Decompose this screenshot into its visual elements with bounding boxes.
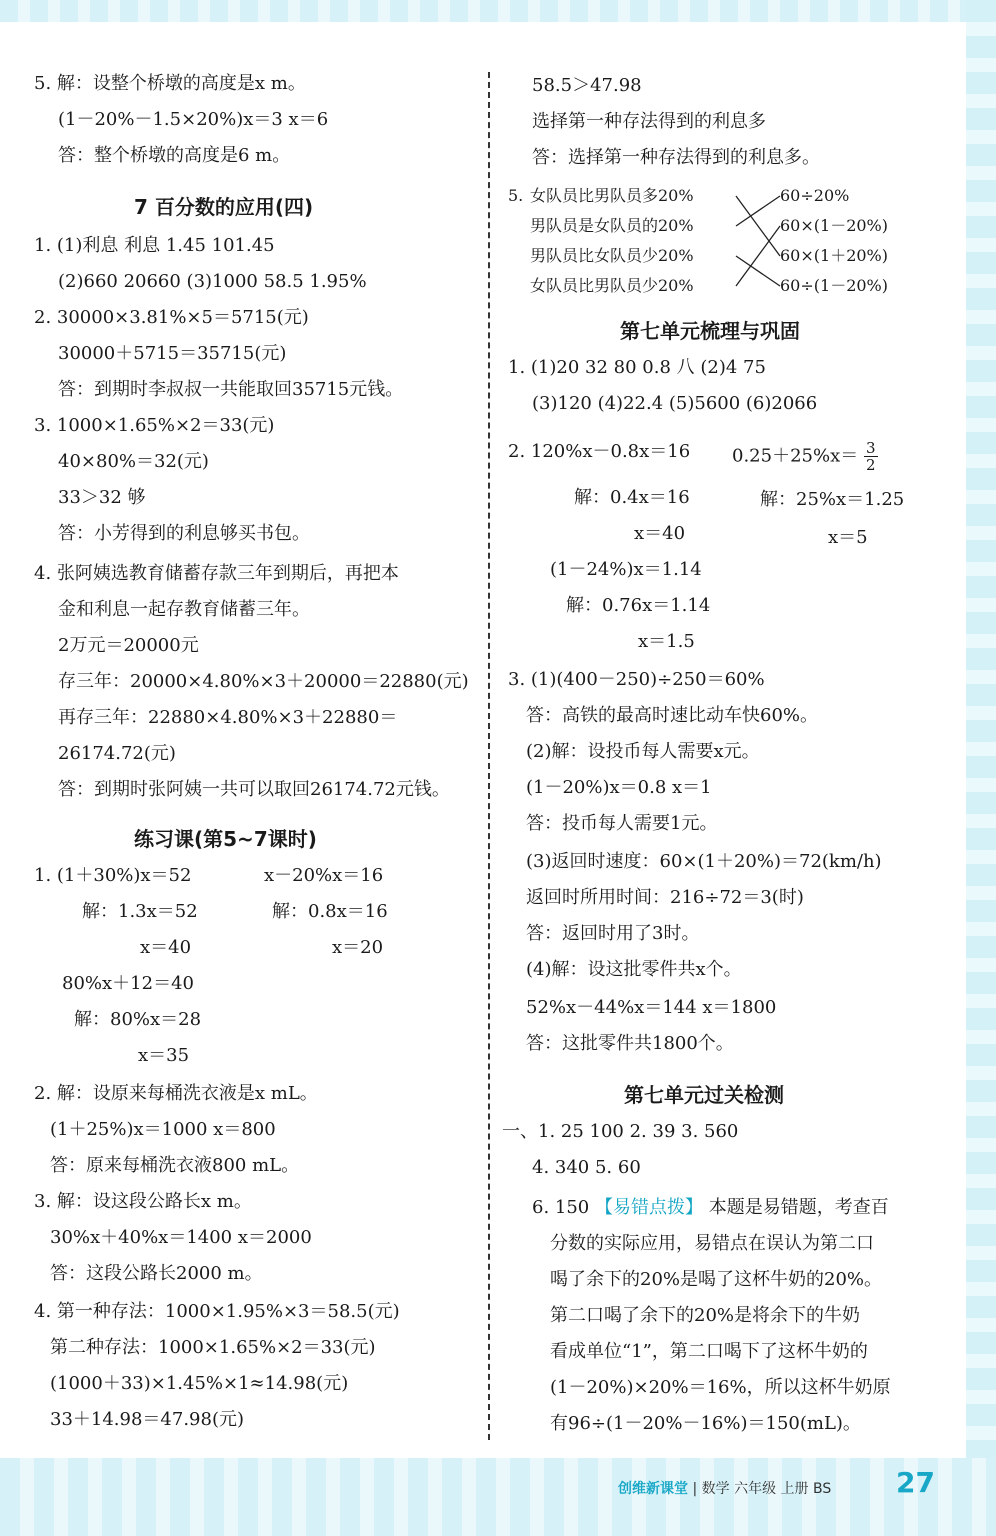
answer-line: 5. 解：设整个桥墩的高度是x m。 [34,73,306,94]
answer-line: 答：选择第一种存法得到的利息多。 [532,147,820,168]
answer-line: 分数的实际应用，易错点在误认为第二口 [550,1233,874,1254]
answer-line: 30%x＋40%x＝1400 x＝2000 [50,1227,312,1248]
answer-line: 4. 张阿姨选教育储蓄存款三年到期后，再把本 [34,563,399,584]
answer-line: 第二种存法：1000×1.65%×2＝33(元) [50,1337,376,1358]
matching-lines [734,180,782,300]
answer-line: (2)解：设投币每人需要x元。 [526,741,760,762]
answer-line: 33＞32 够 [58,487,146,508]
answer-line: 解：0.4x＝16 [574,487,690,508]
answer-line: (1－20%－1.5×20%)x＝3 x＝6 [58,109,329,130]
match-right-item: 60÷(1－20%) [780,276,888,295]
answer-line: 1. (1)20 32 80 0.8 八 (2)4 75 [508,357,766,378]
match-right-item: 60×(1－20%) [780,216,888,235]
answer-line: 1. (1＋30%)x＝52 [34,865,192,886]
answer-line: 2万元＝20000元 [58,635,199,656]
tip-tag: 【易错点拨】 [595,1197,703,1218]
answer-line: 答：高铁的最高时速比动车快60%。 [526,705,819,726]
decorative-bottom-border [0,1458,996,1536]
answer-line: x＝40 [140,937,192,958]
answer-line: 第二口喝了余下的20%是将余下的牛奶 [550,1305,861,1326]
match-right-item: 60×(1＋20%) [780,246,888,265]
answer-line [532,1196,889,1220]
section-title: 第七单元梳理与巩固 [620,319,800,343]
decorative-right-border [966,0,996,1536]
answer-line: x＝1.5 [638,631,695,652]
answer-line: 答：这段公路长2000 m。 [50,1263,263,1284]
page-number: 27 [896,1466,935,1499]
answer-line: x＝20 [332,937,384,958]
answer-line: 再存三年：22880×4.80%×3＋22880＝ [58,707,398,728]
answer-line: x＝40 [634,523,686,544]
answer-line: 1. (1)利息 利息 1.45 101.45 [34,235,275,256]
answer-line: 答：到期时李叔叔一共能取回35715元钱。 [58,379,404,400]
answer-line: 解：1.3x＝52 [82,901,198,922]
answer-line: (3)返回时速度：60×(1＋20%)＝72(km/h) [526,851,882,872]
answer-line: 解：0.76x＝1.14 [566,595,711,616]
answer-line: 33＋14.98＝47.98(元) [50,1409,245,1430]
answer-line: 4. 第一种存法：1000×1.95%×3＝58.5(元) [34,1301,400,1322]
section-title: 7 百分数的应用(四) [134,195,314,219]
answer-line: 解：25%x＝1.25 [760,489,905,510]
fraction-denominator: 2 [865,456,876,474]
match-right-item: 60÷20% [780,186,850,205]
equation-text: 0.25＋25%x＝ [732,445,859,467]
answer-line: 52%x－44%x＝144 x＝1800 [526,997,777,1018]
answer-line [732,440,878,473]
answer-line: 一、1. 25 100 2. 39 3. 560 [502,1121,739,1142]
match-left-item: 女队员比男队员多20% [530,186,694,205]
answer-line: 答：小芳得到的利息够买书包。 [58,523,310,544]
answer-line: 3. 解：设这段公路长x m。 [34,1191,252,1212]
section-title: 第七单元过关检测 [624,1083,784,1107]
answer-line: x－20%x＝16 [264,865,384,886]
tip-text: 本题是易错题，考查百 [708,1197,889,1218]
answer-line: 选择第一种存法得到的利息多 [532,111,766,132]
column-divider [488,72,490,1440]
match-number: 5. [508,186,524,205]
answer-line: 看成单位“1”，第二口喝下了这杯牛奶的 [550,1341,868,1362]
answer-line: 存三年：20000×4.80%×3＋20000＝22880(元) [58,671,469,692]
answer-line: x＝35 [138,1045,190,1066]
answer-line: 2. 120%x－0.8x＝16 [508,441,691,462]
answer-line: 3. (1)(400－250)÷250＝60% [508,669,765,690]
answer-line: 喝了余下的20%是喝了这杯牛奶的20%。 [550,1269,883,1290]
answer-line: 金和利息一起存教育储蓄三年。 [58,599,310,620]
answer-line: (4)解：设这批零件共x个。 [526,959,742,980]
answer-line: (1－24%)x＝1.14 [550,559,702,580]
book-info: | 数学 六年级 上册 BS [692,1481,832,1497]
answer-line: (3)120 (4)22.4 (5)5600 (6)2066 [532,393,818,414]
section-title: 练习课(第5~7课时) [134,827,317,851]
answer-line: 答：原来每桶洗衣液800 mL。 [50,1155,300,1176]
answer-line: 答：整个桥墩的高度是6 m。 [58,145,291,166]
answer-line: (1－20%)x＝0.8 x＝1 [526,777,712,798]
answer-line: 有96÷(1－20%－16%)＝150(mL)。 [550,1413,861,1434]
match-left-item: 女队员比男队员少20% [530,276,694,295]
match-left-item: 男队员是女队员的20% [530,216,694,235]
fraction [864,440,878,473]
answer-line: 答：返回时用了3时。 [526,923,700,944]
answer-line: 80%x＋12＝40 [62,973,194,994]
brand-name: 创维新课堂 [618,1481,688,1497]
answer-line: 答：这批零件共1800个。 [526,1033,734,1054]
answer-line: 解：0.8x＝16 [272,901,388,922]
matching-question [508,180,928,300]
answer-line: 返回时所用时间：216÷72＝3(时) [526,887,804,908]
answer-line: 2. 解：设原来每桶洗衣液是x mL。 [34,1083,318,1104]
answer-line: 答：到期时张阿姨一共可以取回26174.72元钱。 [58,779,450,800]
answer-line: 解：80%x＝28 [74,1009,202,1030]
answer-line: (1000＋33)×1.45%×1≈14.98(元) [50,1373,349,1394]
answer-line: 26174.72(元) [58,743,176,764]
answer-line: (1＋25%)x＝1000 x＝800 [50,1119,276,1140]
answer-line: 答：投币每人需要1元。 [526,813,718,834]
answer-number: 6. 150 [532,1197,590,1218]
answer-line: (1－20%)×20%＝16%，所以这杯牛奶原 [550,1377,891,1398]
answer-line: 30000＋5715＝35715(元) [58,343,287,364]
answer-line: 40×80%＝32(元) [58,451,209,472]
match-left-item: 男队员比女队员少20% [530,246,694,265]
answer-line: (2)660 20660 (3)1000 58.5 1.95% [58,271,367,292]
fraction-numerator: 3 [865,439,876,457]
decorative-top-border [0,0,996,22]
answer-line: 3. 1000×1.65%×2＝33(元) [34,415,275,436]
answer-line: 2. 30000×3.81%×5＝5715(元) [34,307,309,328]
answer-line: 58.5＞47.98 [532,75,642,96]
page-footer [618,1478,831,1498]
answer-line: x＝5 [828,527,868,548]
answer-line: 4. 340 5. 60 [532,1157,641,1178]
